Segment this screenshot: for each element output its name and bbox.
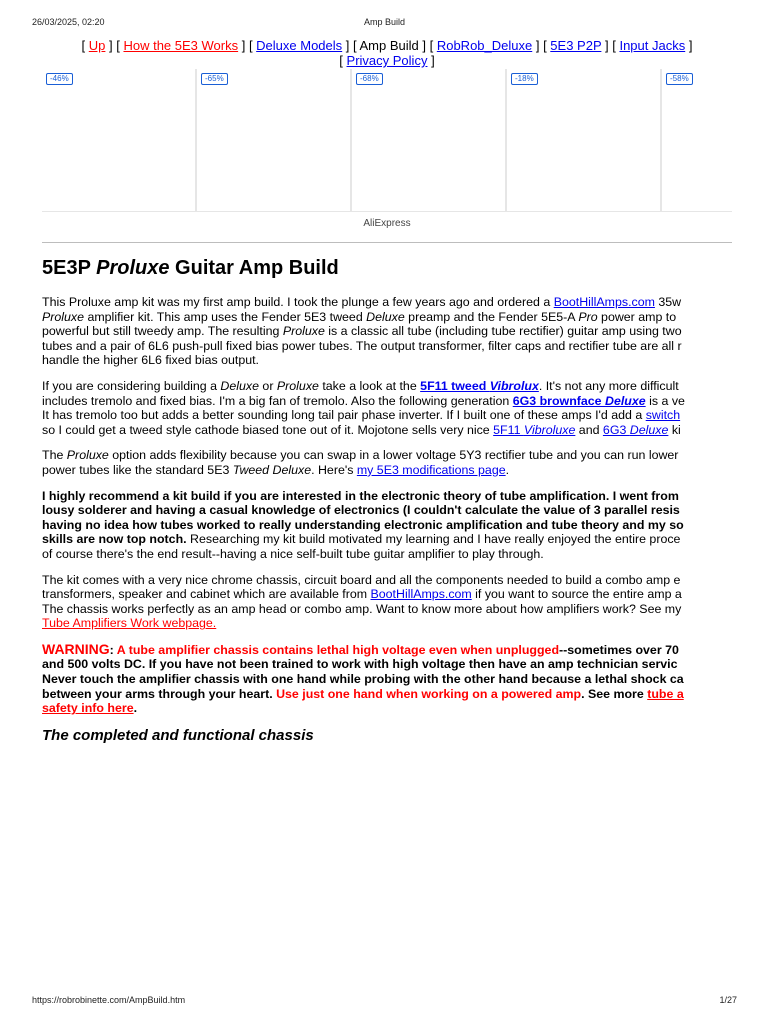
nav-link-input-jacks[interactable]: Input Jacks: [619, 38, 686, 53]
print-footer: [32, 995, 737, 1007]
discount-badge: -46%: [46, 73, 73, 85]
divider: [42, 242, 732, 243]
nav-current-amp-build: Amp Build: [359, 38, 419, 53]
modifications-link[interactable]: my 5E3 modifications page: [356, 462, 506, 477]
discount-badge: -65%: [201, 73, 228, 85]
page-title: 5E3P Proluxe Guitar Amp Build: [42, 257, 339, 279]
nav-link-5e3-p2p[interactable]: 5E3 P2P: [550, 38, 602, 53]
ad-card[interactable]: [662, 69, 732, 211]
discount-badge: -18%: [511, 73, 538, 85]
safety-link[interactable]: tube a: [647, 686, 684, 701]
warning-label: WARNING: [42, 640, 110, 657]
ad-carousel: [42, 69, 732, 212]
ad-card[interactable]: [42, 69, 195, 211]
print-header: [32, 17, 737, 29]
ad-source-label: AliExpress: [363, 218, 411, 229]
discount-badge: -58%: [666, 73, 693, 85]
nav-link-up[interactable]: Up: [88, 38, 106, 53]
safety-warning: WARNING: A tube amplifier chassis contains lethal high voltage even when unplugged--sometimes over 70 and 500 volts DC. If you have not been trained to work with high voltage then have an amp technician servic Never touch the amplifier chassis with one hand while probing with the other hand because a lethal shock ca between your arms through your heart. Use just one hand when working on a powered amp. See more tube a safety info here.: [42, 640, 684, 716]
ad-card[interactable]: [197, 69, 350, 211]
nav-link-how-5e3-works[interactable]: How the 5E3 Works: [123, 38, 239, 53]
kit-contents-paragraph: The kit comes with a very nice chrome chassis, circuit board and all the components needed to build a combo amp e transformers, speaker and cabinet which are available from BootHillAmps.com if you want to source the entire amp a The chassis works perfectly as an amp head or combo amp. Want to know more about how amplifiers work? See my Tube Amplifiers Work webpage.: [42, 572, 682, 631]
switch-link[interactable]: switch: [645, 408, 681, 423]
nav-link-robrob-deluxe[interactable]: RobRob_Deluxe: [436, 38, 533, 53]
proluxe-option-paragraph: The Proluxe option adds flexibility because you can swap in a lower voltage 5Y3 rectifier tube and you can run lower power tubes like the standard 5E3 Tweed Deluxe. Here's my 5E3 modifications page.: [42, 448, 679, 477]
nav-link-deluxe-models[interactable]: Deluxe Models: [256, 38, 343, 53]
safety-link-cont[interactable]: safety info here: [42, 701, 134, 716]
print-page-number: 1/27: [719, 995, 737, 1005]
print-page-title: Amp Build: [363, 17, 406, 27]
intro-paragraph: This Proluxe amp kit was my first amp build. I took the plunge a few years ago and ordered a BootHillAmps.com 35w Proluxe amplifier kit. This amp uses the Fender 5E3 tweed Deluxe preamp and the Fender 5E5-A Pro power amp to powerful but still tweedy amp. The resulting Proluxe is a classic all tube (including tube rectifier) guitar amp using two tubes and a pair of 6L6 push-pull fixed bias power tubes. The output transformer, filter caps and rectifier tube are all r handle the higher 6L6 fixed bias output.: [42, 295, 682, 368]
vibrolux-link[interactable]: 5F11 tweed Vibrolux: [420, 378, 539, 393]
print-url: https://robrobinette.com/AmpBuild.htm: [32, 995, 186, 1005]
boothill-link[interactable]: BootHillAmps.com: [553, 295, 655, 309]
discount-badge: -68%: [356, 73, 383, 85]
brownface-deluxe-link[interactable]: 6G3 brownface Deluxe: [512, 393, 646, 408]
alternatives-paragraph: If you are considering building a Deluxe or Proluxe take a look at the 5F11 tweed Vibrolux. It's not any more difficult includes tremolo and fixed bias. I'm a big fan of tremolo. Also the following generation 6G3 brownface Deluxe is a ve It has tremolo too but adds a better sounding long tail pair phase inverter. If I built one of these amps I'd add a switch so I could get a tweed style cathode biased tone out of it. Mojotone sells very nice 5F11 Vibroluxe and 6G3 Deluxe ki: [42, 378, 685, 437]
mojotone-deluxe-link[interactable]: 6G3 Deluxe: [602, 422, 669, 437]
mojotone-vibroluxe-link[interactable]: 5F11 Vibroluxe: [493, 422, 576, 437]
tube-amplifiers-work-link[interactable]: Tube Amplifiers Work webpage.: [42, 616, 217, 631]
boothill-link-2[interactable]: BootHillAmps.com: [370, 587, 472, 602]
article: [42, 256, 732, 745]
ad-card[interactable]: [352, 69, 505, 211]
print-datetime: 26/03/2025, 02:20: [32, 17, 105, 27]
kit-recommendation-paragraph: I highly recommend a kit build if you are interested in the electronic theory of tube amplification. I went from lousy solderer and having a casual knowledge of electronics (I couldn't calculate the value of 3 parallel resis having no idea how tubes worked to really understanding electronic amplification and tube theory and my so skills are now top notch. Researching my kit build motivated my learning and I have really enjoyed the entire proce of course there's the end result--having a nice self-built tube guitar amplifier to play through.: [42, 488, 684, 561]
section-heading: The completed and functional chassis: [42, 726, 314, 744]
top-navigation: [ Up ] [ How the 5E3 Works ] [ Deluxe Models ] [ Amp Build ] [ RobRob_Deluxe ] [ 5E3 P2P ] [ Input Jacks ] [ Privacy Policy ]: [81, 38, 693, 68]
ad-card[interactable]: [507, 69, 660, 211]
nav-link-privacy-policy[interactable]: Privacy Policy: [346, 53, 428, 68]
